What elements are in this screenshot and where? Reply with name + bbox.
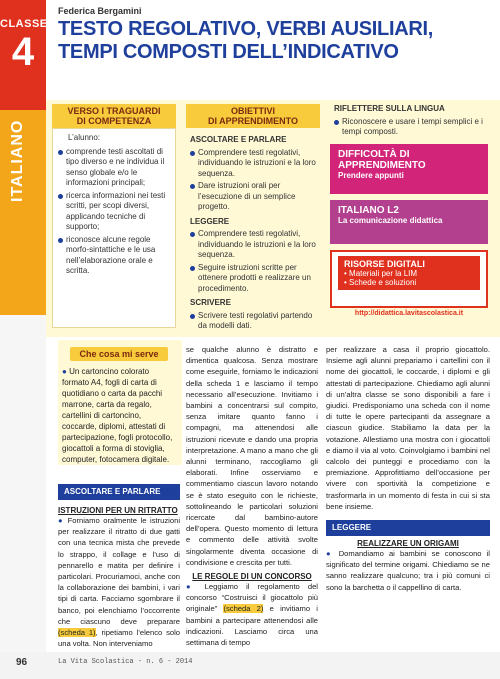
bullet-icon: ● xyxy=(62,367,70,376)
obiettivi-heading-2: DI APPRENDIMENTO xyxy=(207,116,298,126)
difficolta-title-1: DIFFICOLTÀ DI xyxy=(338,148,410,160)
ascoltare-text xyxy=(58,515,180,649)
difficolta-card[interactable] xyxy=(330,144,488,194)
concorso-text-b: e invitiamo i bambini a partecipare attenendosi alle indicazioni. Lasciamo circa una settimana di tempo xyxy=(186,604,318,648)
traguardi-heading-2: DI COMPETENZA xyxy=(76,116,152,126)
bullet-icon: ● xyxy=(186,582,205,592)
traguardi-item: riconosce alcune regole morfo-sintattiche e le usa nell’elaborazione orale e scritta. xyxy=(58,235,170,277)
obiettivi-heading-1: OBIETTIVI xyxy=(230,106,275,116)
ascoltare-section xyxy=(58,484,180,649)
traguardi-intro: L’alunno: xyxy=(68,133,101,142)
materials-heading: Che cosa mi serve xyxy=(70,347,168,361)
origami-text-body: Domandiamo ai bambini se conoscono il significato del termine origami. Chiediamo se ne sanno realizzare qualcuno; tra i più comuni ci sono la barchetta o il cappellino di carta. xyxy=(326,549,490,592)
page-title xyxy=(58,18,478,64)
ascoltare-subtitle: ISTRUZIONI PER UN RITRATTO xyxy=(58,506,178,515)
ascoltare-text-a: Forniamo oralmente le istruzioni per realizzare il ritratto di due gatti con una tecnica mista che prevede lo strappo, il collage e l’uso di pennarello e matita per definire i particolari. Procuriamoci, anche con la collaborazione dei bambini, i vari tipi di carta. Facciamo sgombrare il banco, poi elenchiamo l’occorrente che ciascuno deve preparare xyxy=(58,516,181,626)
risorse-card[interactable] xyxy=(330,250,488,308)
leggere-subhead: LEGGERE xyxy=(190,216,230,226)
page-number: 96 xyxy=(16,657,28,668)
obiettivo-item: Dare istruzioni orali per l’esecuzione di un semplice progetto. xyxy=(190,181,316,213)
scheda-2-ref[interactable]: (scheda 2) xyxy=(223,604,264,614)
grade-number: 4 xyxy=(11,30,35,74)
obiettivi-column xyxy=(186,104,320,337)
right-column xyxy=(330,104,488,317)
ascoltare-heading: ASCOLTARE E PARLARE xyxy=(58,484,180,500)
origami-text xyxy=(326,548,490,593)
obiettivo-item: Comprendere testi regolativi, individuando le istruzioni e la loro sequenza. xyxy=(190,229,316,261)
column-4 xyxy=(326,344,490,593)
concorso-text xyxy=(186,581,318,648)
riflettere-item: Riconoscere e usare i tempi semplici e i tempi composti. xyxy=(334,117,484,138)
bullet-icon: ● xyxy=(58,516,68,525)
difficolta-title-2: APPRENDIMENTO xyxy=(338,159,426,171)
l2-title: ITALIANO L2 xyxy=(338,204,399,216)
traguardi-item: ricerca informazioni nei testi scritti, per scopi diversi, applicando tecniche di supporto; xyxy=(58,191,170,233)
classe-label: CLASSE xyxy=(0,18,48,30)
riflettere-section xyxy=(330,104,488,138)
concorso-subtitle: LE REGOLE DI UN CONCORSO xyxy=(192,572,312,582)
l2-card[interactable] xyxy=(330,200,488,244)
col4-text: per realizzare a casa il proprio giocattolo. Insieme agli alunni prepariamo i cartellini con il nome dei giocattoli, le coccarde, i diplomi e gli attestati di partecipazione. Chiediamo agli alunni di un’altra classe se sono disponibili a fare i giudici. Predisponiamo una scheda con il nome di tutte le opere partecipanti da assegnare a ciascun giudice. Stabiliamo la data per la votazione. Allestiamo una mostra con i giocattoli e diamo il via al voto. Coinvolgiamo i bambini nel calcolo dei punteggi e procediamo con la premiazione. Approfittiamo dell’occasione per vivere con sportività la competizione e trasformarla in un momento di festa in cui si sta bene insieme. xyxy=(326,345,490,511)
scheda-1-ref[interactable]: (scheda 1) xyxy=(58,628,96,638)
l2-sub: La comunicazione didattica xyxy=(338,215,443,225)
traguardi-heading-1: VERSO I TRAGUARDI xyxy=(67,106,161,116)
materials-list: Un cartoncino colorato formato A4, fogli di carta di quotidiano o carta da pacchi marrone, carta da regalo, cartellini di cartoncino, coccarde, diplomi, attestati di partecipazione, fogli protocollo, giocattoli a forma di stoviglia, computer, fotocamera digitale. xyxy=(62,367,173,464)
obiettivo-item: Scrivere testi regolativi partendo da modelli dati. xyxy=(190,311,316,332)
author: Federica Bergamini xyxy=(58,6,142,16)
digital-url-link[interactable]: http://didattica.lavitascolastica.it xyxy=(354,309,464,317)
concorso-text-a: Leggiamo il regolamento del concorso “Costruisci il giocattolo più originale” xyxy=(186,582,318,614)
obiettivi-heading xyxy=(186,104,320,128)
riflettere-heading: RIFLETTERE SULLA LINGUA xyxy=(334,104,445,113)
difficolta-sub: Prendere appunti xyxy=(338,170,404,180)
materials-text xyxy=(62,366,178,465)
subject-label: ITALIANO xyxy=(9,120,26,203)
title-line-1: TESTO REGOLATIVO, VERBI AUSILIARI, xyxy=(58,18,434,40)
ascoltare-text-b: , ripetiamo l’elenco solo una volta. Non interveniamo xyxy=(58,628,180,649)
side-margin xyxy=(0,315,46,679)
traguardi-heading xyxy=(52,104,176,128)
column-3 xyxy=(186,344,318,648)
traguardi-column xyxy=(52,104,176,328)
risorse-item: • Schede e soluzioni xyxy=(344,277,417,287)
col3-text: se qualche alunno è distratto e dimentica qualcosa. Senza mostrare come eseguirle, forniamo le indicazioni della scheda 1 e lasciamo il tempo necessario all’esecuzione. Invitiamo i bambini a concentrarsi sul compito, senza imitare quanto fanno i compagni, ma attenendosi alle istruzioni ricevute e dando una propria interpretazione. A mano a mano che gli alunni terminano, raccogliamo gli elaborati. Infine osserviamo e commentiamo ciascun lavoro notando se è stato eseguito con le richieste, sottolineando le particolari soluzioni ricercate dal bambino-autore dell’opera. Questo momento di lettura e commento delle attività svolte singolarmente diventa occasione di condivisione e crescita per tutti. xyxy=(186,345,318,567)
title-line-2: TEMPI COMPOSTI DELL’INDICATIVO xyxy=(58,41,399,63)
risorse-box xyxy=(338,256,480,290)
ascoltare-subhead: ASCOLTARE E PARLARE xyxy=(190,135,287,144)
origami-subtitle: REALIZZARE UN ORIGAMI xyxy=(357,539,459,549)
obiettivi-content xyxy=(186,128,320,337)
risorse-title: RISORSE DIGITALI xyxy=(344,258,425,269)
risorse-item: • Materiali per la LIM xyxy=(344,268,418,278)
obiettivo-item: Comprendere testi regolativi, individuando le istruzioni e la loro sequenza. xyxy=(190,148,316,180)
traguardi-item: comprende testi ascoltati di tipo diverso e ne individua il senso globale e/o le informazioni principali; xyxy=(58,147,170,189)
obiettivo-item: Seguire istruzioni scritte per ottenere prodotti e realizzare un procedimento. xyxy=(190,263,316,295)
traguardi-box xyxy=(52,128,176,328)
leggere-heading: LEGGERE xyxy=(326,520,490,536)
bullet-icon: ● xyxy=(326,549,339,559)
footer-publication: La Vita Scolastica - n. 6 - 2014 xyxy=(58,658,193,666)
scrivere-subhead: SCRIVERE xyxy=(190,298,231,307)
